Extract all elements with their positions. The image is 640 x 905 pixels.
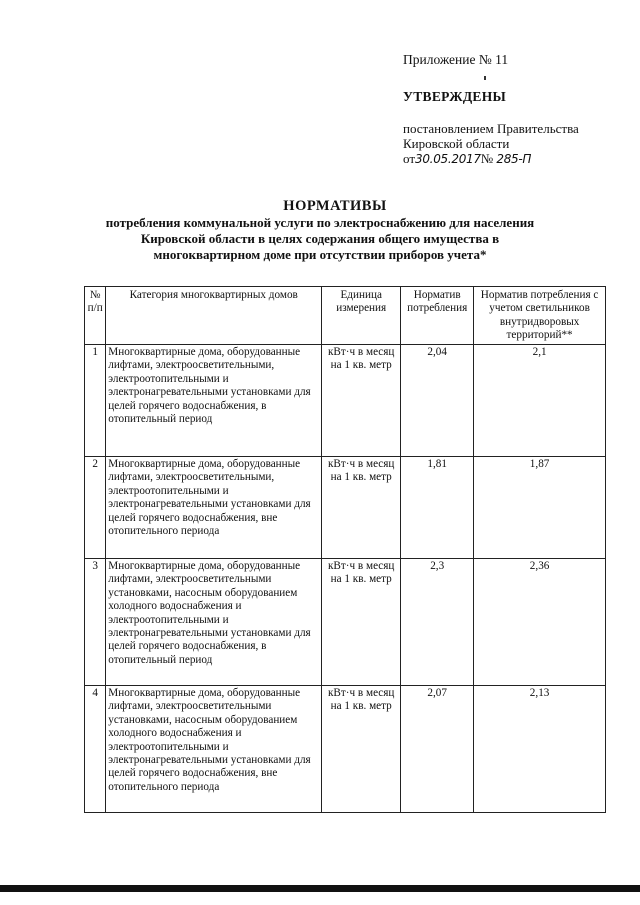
row-norm: 2,3 — [401, 559, 474, 686]
row-num: 1 — [85, 345, 106, 457]
subtitle-line-3: многоквартирном доме при отсутствии приборов учета* — [153, 247, 487, 262]
decree-prefix: от — [403, 151, 416, 166]
row-norm: 2,07 — [401, 686, 474, 813]
row-unit: кВт·ч в месяц на 1 кв. метр — [322, 686, 401, 813]
row-norm-lighting: 2,13 — [474, 686, 606, 813]
subtitle-line-2: Кировской области в целях содержания общего имущества в — [140, 231, 500, 246]
scan-bottom-edge — [0, 885, 640, 892]
row-norm: 2,04 — [401, 345, 474, 457]
row-norm: 1,81 — [401, 457, 474, 559]
document-title: НОРМАТИВЫ — [283, 198, 387, 214]
subtitle-line-1: потребления коммунальной услуги по электроснабжению для населения — [105, 215, 535, 230]
row-norm-lighting: 2,36 — [474, 559, 606, 686]
decree-number-handwritten: 285-П — [496, 152, 532, 166]
document-title-block — [0, 198, 640, 263]
row-num: 3 — [85, 559, 106, 686]
row-category: Многоквартирные дома, оборудованные лифтами, электроосветительными установками, насосным оборудованием холодного водоснабжения и электроотопительными и электронагревательными установками для целей горячего водоснабжения, в отопительный период — [106, 559, 322, 686]
table-row — [85, 345, 606, 457]
approved-label: УТВЕРЖДЕНЫ — [403, 89, 507, 104]
row-unit: кВт·ч в месяц на 1 кв. метр — [322, 559, 401, 686]
row-unit: кВт·ч в месяц на 1 кв. метр — [322, 345, 401, 457]
decree-line-1: постановлением Правительства — [403, 121, 579, 136]
header-unit: Единица измерения — [322, 287, 401, 345]
table-header-row — [85, 287, 606, 345]
decree-line-2: Кировской области — [403, 136, 510, 151]
row-norm-lighting: 2,1 — [474, 345, 606, 457]
decree-date-handwritten: 30.05.2017 — [415, 152, 481, 166]
row-category: Многоквартирные дома, оборудованные лифтами, электроосветительными установками, насосным оборудованием холодного водоснабжения и электроотопительными и электронагревательными установками для целей горячего водоснабжения, вне отопительного периода — [106, 686, 322, 813]
row-norm-lighting: 1,87 — [474, 457, 606, 559]
table-row — [85, 457, 606, 559]
norms-table — [84, 286, 606, 813]
row-num: 2 — [85, 457, 106, 559]
header-norm-lighting: Норматив потребления с учетом светильников внутридворовых территорий** — [474, 287, 606, 345]
row-num: 4 — [85, 686, 106, 813]
row-unit: кВт·ч в месяц на 1 кв. метр — [322, 457, 401, 559]
table-row — [85, 559, 606, 686]
stray-mark — [484, 76, 486, 80]
row-category: Многоквартирные дома, оборудованные лифтами, электроосветительными, электроотопительными и электронагревательными установками для целей горячего водоснабжения, в отопительный период — [106, 345, 322, 457]
header-category: Категория многоквартирных домов — [106, 287, 322, 345]
header-norm: Норматив потребления — [401, 287, 474, 345]
decree-number-label: № — [480, 151, 494, 166]
row-category: Многоквартирные дома, оборудованные лифтами, электроосветительными, электроотопительными и электронагревательными установками для целей горячего водоснабжения, вне отопительного периода — [106, 457, 322, 559]
decree-line-3 — [403, 151, 531, 167]
header-num: № п/п — [85, 287, 106, 345]
appendix-number: Приложение № 11 — [403, 52, 509, 67]
table-row — [85, 686, 606, 813]
